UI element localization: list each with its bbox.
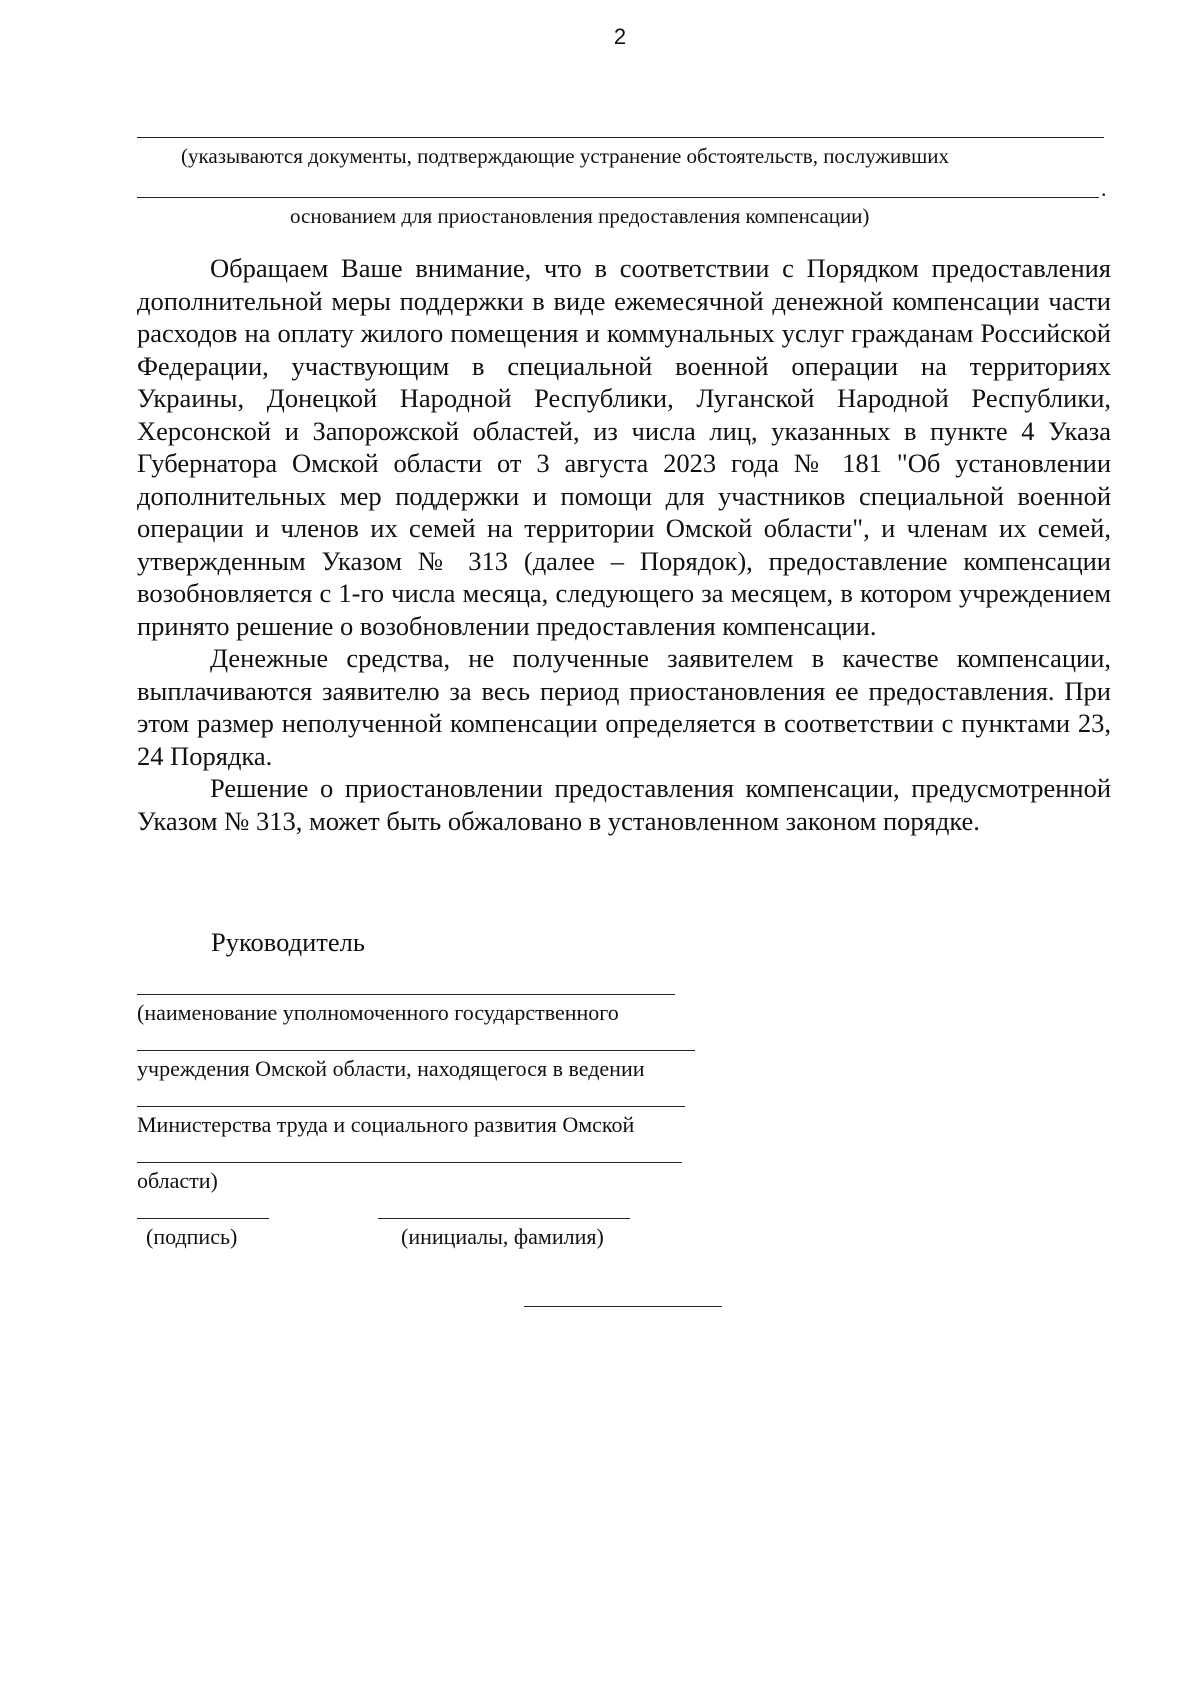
org-name-line-1: (наименование уполномоченного государственного [137, 1000, 619, 1025]
signature-line [137, 1050, 695, 1051]
body-paragraph-1: Обращаем Ваше внимание, что в соответствии с Порядком предоставления дополнительной меры поддержки в виде ежемесячной денежной компенсации части расходов на оплату жилого помещения и коммунальных услуг гражданам Российской Федерации, участвующим в специальной военной операции на территориях Украины, Донецкой Народной Республики, Луганской Народной Республики, Херсонской и Запорожской областей, из числа лиц, указанных в пункте 4 Указа Губернатора Омской области от 3 августа 2023 года № 181 "Об установлении дополнительных мер поддержки и помощи для участников специальной военной операции и членов их семей на территории Омской области", и членам их семей, утвержденным Указом № 313 (далее – Порядок), предоставление компенсации возобновляется с 1-го числа месяца, следующего за месяцем, в котором учреждением принято решение о возобновлении предоставления компенсации. [137, 253, 1111, 641]
signature-line [137, 1162, 682, 1163]
sign-label: (подпись) [146, 1224, 238, 1249]
header-note-line-1: (указываются документы, подтверждающие устранение обстоятельств, послуживших [181, 144, 950, 168]
body-paragraph-2: Денежные средства, не полученные заявителем в качестве компенсации, выплачиваются заявителю за весь период приостановления ее предоставления. При этом размер неполученной компенсации определяется в соответствии с пунктами 23, 24 Порядка. [137, 643, 1111, 771]
org-name-line-4: области) [137, 1168, 218, 1193]
body-paragraph-3: Решение о приостановлении предоставления компенсации, предусмотренной Указом № 313, может быть обжаловано в установленном законом порядке. [137, 773, 1111, 836]
blank-line [137, 137, 1104, 138]
signer-title: Руководитель [211, 927, 365, 957]
name-label: (инициалы, фамилия) [401, 1224, 604, 1249]
sign-line [137, 1218, 269, 1219]
signature-line [137, 994, 675, 995]
blank-line [137, 197, 1099, 198]
page-number: 2 [613, 24, 627, 49]
header-period: . [1101, 176, 1107, 201]
header-note-line-2: основанием для приостановления предоставления компенсации) [290, 204, 870, 228]
org-name-line-2: учреждения Омской области, находящегося в ведении [137, 1056, 645, 1081]
signature-line [137, 1106, 685, 1107]
closing-rule [524, 1306, 722, 1307]
body-text [137, 252, 1111, 837]
org-name-line-3: Министерства труда и социального развития Омской [137, 1112, 635, 1137]
name-line [378, 1218, 630, 1219]
